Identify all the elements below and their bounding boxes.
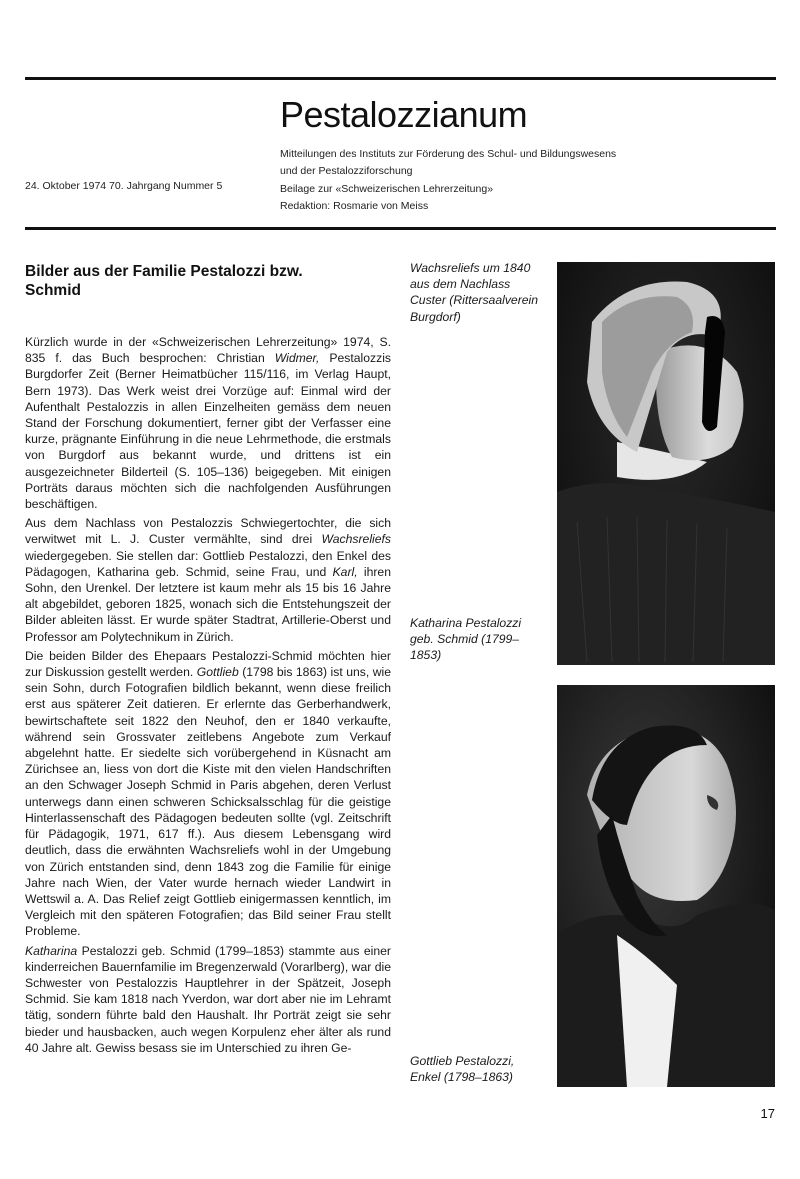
article-paragraph: Kürzlich wurde in der «Schweizerischen Lehrerzeitung» 1974, S. 835 f. das Buch besprochen: Christian Widmer, Pestalozzis Burgdorfer Zeit (Berner Heimatbücher 115/116, im Verlag Haupt, Bern 1973). Das Werk weist drei Vorzüge auf: Einmal wird der Aufenthalt Pestalozzis in allen Einzelheiten gemäss dem neuen Stand der Forschung dokumentiert, ferner gibt der Verfasser eine kurze, prägnante Einführung in die neue Lehrmethode, die erstmals von Burgdorf aus bekannt wurde, und drittens ist ein ausgezeichneter Bilderteil (S. 105–136) beigegeben. Mit einigen Porträts daraus möchten sich die nachfolgenden Ausführungen beschäftigen. (25, 335, 391, 512)
portrait-katharina-image (557, 262, 775, 665)
caption-katharina: Katharina Pestalozzi geb. Schmid (1799–1853) (410, 616, 522, 663)
masthead-subtitle (280, 146, 760, 216)
italic-emphasis: Karl, (332, 564, 358, 579)
masthead-line: Beilage zur «Schweizerischen Lehrerzeitung» (280, 182, 494, 195)
italic-emphasis: Widmer, (274, 351, 320, 366)
caption-gottlieb: Gottlieb Pestalozzi, Enkel (1798–1863) (410, 1054, 515, 1085)
article-paragraph: Aus dem Nachlass von Pestalozzis Schwiegertochter, die sich verwitwet mit L. J. Custer vermählte, sind drei Wachsreliefs wiedergegeben. Sie stellen dar: Gottlieb Pestalozzi, den Enkel des Pädagogen, Katharina geb. Schmid, seine Frau, und Karl, ihren Sohn, den Urenkel. Der letztere ist kaum mehr als 15 bis 16 Jahre alt abgebildet, geboren 1825, wonach sich die Entstehungszeit der Bilder ableiten lässt. Er wurde später Stadtrat, Artillerie-Oberst und Professor am Polytechnikum in Zürich. (25, 516, 391, 644)
article-paragraph: Die beiden Bilder des Ehepaars Pestalozzi-Schmid möchten hier zur Diskussion gestellt werden. Gottlieb (1798 bis 1863) ist uns, wie sein Sohn, durch Fotografien bildlich bekannt, wenn diese freilich erst aus späterer Zeit datieren. Er erlernte das Gerberhandwerk, bewirtschaftete seit 1822 den Neuhof, den er 1840 verkaufte, während sein Grossvater zeitlebens Angebote zum Verkauf abgelehnt hatte. Er siedelte sich vorübergehend in Küsnacht am Zürichsee an, liess von dort die Kiste mit den vielen Handschriften an den Schwager Joseph Schmid in Paris abgehen, deren Verlust unterwegs dann einen schweren Schicksalsschlag für die geistige Hinterlassenschaft des Pädagogen bedeuten sollte (vgl. Zeitschrift für Pädagogik, 1971, 617 ff.). Aus diesem Lebensgang wird deutlich, dass die erwähnten Wachsreliefs wohl in der Umgebung von Zürich entstanden sind, denn 1843 zog die Familie für einige Jahre nach Wien, der Vater wurde hernach wieder Landwirt in Wettswil a. A. Das Relief zeigt Gottlieb einigermassen kenntlich, im Vergleich mit den späteren Fotografien; das Bild seiner Frau stellt Probleme. (25, 648, 391, 939)
caption-wax-reliefs: Wachsreliefs um 1840 aus dem Nachlass Custer (Rittersaalverein Burgdorf) (410, 261, 539, 324)
article-title: Bilder aus der Familie Pestalozzi bzw. Schmid (25, 263, 303, 299)
article-paragraph: Katharina Pestalozzi geb. Schmid (1799–1853) stammte aus einer kinderreichen Bauernfamilie im Bregenzerwald (Vorarlberg), war die Schwester von Pestalozzis Hauptlehrer in der Spätzeit, Joseph Schmid. Sie kam 1818 nach Yverdon, war dort aber nie im Lehramt tätig, sondern führte bald den Haushalt. Ihr Porträt zeigt sie sehr bieder und hausbacken, auch wegen Korpulenz eher älter als rund 40 Jahre alt. Gewiss besass sie im Unterschied zu ihren Ge- (25, 943, 391, 1055)
masthead-line: Redaktion: Rosmarie von Meiss (280, 200, 429, 213)
italic-emphasis: Katharina (25, 943, 78, 958)
portrait-gottlieb-image (557, 685, 775, 1087)
masthead-line: und der Pestalozziforschung (280, 165, 413, 178)
portrait-katharina-drawing (557, 262, 775, 665)
italic-emphasis: Gottlieb (196, 665, 239, 680)
masthead-bottom-rule (25, 227, 776, 230)
italic-emphasis: Wachsreliefs (321, 532, 391, 547)
masthead-title: Pestalozzianum (280, 94, 528, 135)
article (25, 262, 391, 1059)
issue-info: 24. Oktober 1974 70. Jahrgang Nummer 5 (25, 180, 223, 192)
masthead-top-rule (25, 77, 776, 80)
masthead-line: Mitteilungen des Instituts zur Förderung des Schul- und Bildungswesens (280, 148, 617, 160)
page-number: 17 (760, 1106, 775, 1121)
portrait-gottlieb-drawing (557, 685, 775, 1087)
